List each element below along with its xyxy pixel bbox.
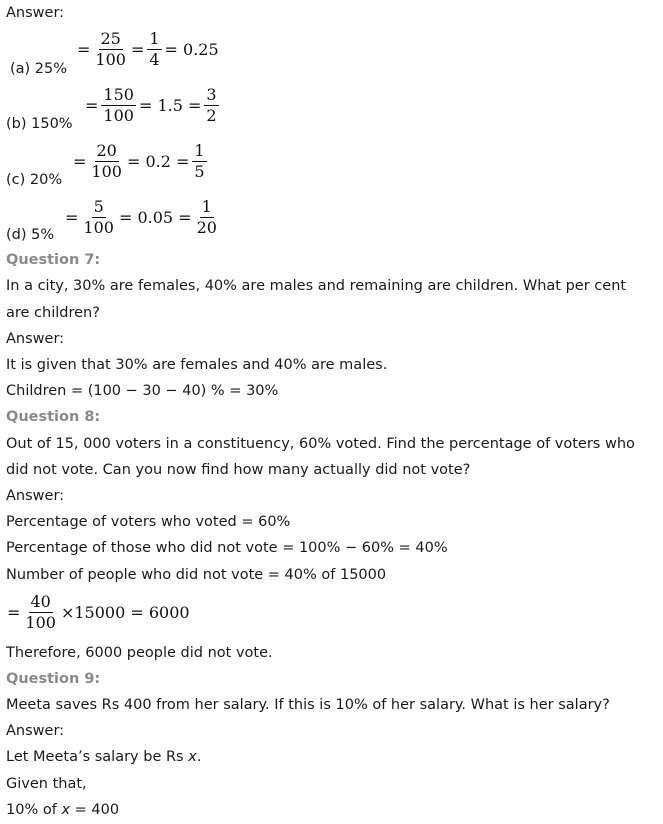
fraction xyxy=(192,142,206,181)
question-9-answer-line xyxy=(6,748,201,766)
denominator: 100 xyxy=(95,50,126,69)
question-7-text-cont: are children? xyxy=(6,305,100,321)
question-8-heading: Question 8: xyxy=(6,409,101,425)
question-8-answer-line: Percentage of those who did not vote = 100% − 60% = 40% xyxy=(6,540,448,556)
part-b-equation xyxy=(84,86,221,125)
part-a-equation xyxy=(76,30,220,69)
denominator: 5 xyxy=(194,162,205,181)
question-8-answer-label: Answer: xyxy=(6,488,65,504)
part-c-label: (c) 20% xyxy=(6,172,63,188)
part-c-equation xyxy=(72,142,209,181)
decimal-value: = 0.2 = xyxy=(126,152,190,171)
fraction xyxy=(204,86,218,125)
fraction xyxy=(81,198,116,237)
numerator: 20 xyxy=(96,141,117,160)
numerator: 3 xyxy=(206,85,217,104)
fraction xyxy=(93,30,128,69)
question-8-answer-line: Percentage of voters who voted = 60% xyxy=(6,514,291,530)
fraction xyxy=(101,86,136,125)
result: = 0.25 xyxy=(164,40,219,59)
denominator: 100 xyxy=(83,218,114,237)
part-b-label: (b) 150% xyxy=(6,116,73,132)
question-8-text: Out of 15, 000 voters in a constituency, 60% voted. Find the percentage of voters who xyxy=(6,436,635,452)
question-8-equation xyxy=(6,593,191,632)
fraction xyxy=(147,30,161,69)
equals-sign: = xyxy=(77,40,91,59)
question-8-conclusion: Therefore, 6000 people did not vote. xyxy=(6,645,273,661)
equals-sign: = xyxy=(7,603,21,622)
numerator: 1 xyxy=(149,29,160,48)
fraction xyxy=(195,198,219,237)
variable-x: x xyxy=(188,749,197,765)
decimal-value: = 1.5 = xyxy=(138,96,202,115)
numerator: 5 xyxy=(93,197,104,216)
numerator: 1 xyxy=(194,141,205,160)
question-7-text: In a city, 30% are females, 40% are males and remaining are children. What per cent xyxy=(6,278,627,294)
denominator: 2 xyxy=(206,106,217,125)
denominator: 100 xyxy=(25,613,56,632)
result: ×15000 = 6000 xyxy=(60,603,190,622)
part-d-label: (d) 5% xyxy=(6,227,55,243)
equals-sign: = xyxy=(65,208,79,227)
text: . xyxy=(196,749,202,765)
variable-x: x xyxy=(61,802,71,818)
equals-sign: = xyxy=(73,152,87,171)
question-9-text: Meeta saves Rs 400 from her salary. If this is 10% of her salary. What is her salary? xyxy=(6,697,610,713)
question-7-heading: Question 7: xyxy=(6,252,101,268)
numerator: 25 xyxy=(100,29,121,48)
denominator: 4 xyxy=(149,50,160,69)
numerator: 150 xyxy=(103,85,134,104)
text: Let Meeta’s salary be Rs xyxy=(6,749,189,765)
denominator: 100 xyxy=(103,106,134,125)
question-9-answer-label: Answer: xyxy=(6,723,65,739)
question-7-answer-label: Answer: xyxy=(6,331,65,347)
text: 10% of xyxy=(6,802,62,818)
question-7-answer-line: Children = (100 − 30 − 40) % = 30% xyxy=(6,383,279,399)
equals-sign: = xyxy=(85,96,99,115)
question-7-answer-line: It is given that 30% are females and 40% are males. xyxy=(6,357,388,373)
denominator: 20 xyxy=(196,218,217,237)
part-d-equation xyxy=(64,198,221,237)
numerator: 40 xyxy=(30,592,51,611)
decimal-value: = 0.05 = xyxy=(118,208,192,227)
fraction xyxy=(89,142,124,181)
question-8-answer-line: Number of people who did not vote = 40% of 15000 xyxy=(6,567,387,583)
question-9-heading: Question 9: xyxy=(6,671,101,687)
denominator: 100 xyxy=(91,162,122,181)
question-9-answer-line xyxy=(6,801,119,819)
numerator: 1 xyxy=(201,197,212,216)
fraction xyxy=(23,593,58,632)
text: = 400 xyxy=(70,802,120,818)
answer-label: Answer: xyxy=(6,5,65,21)
question-9-answer-line: Given that, xyxy=(6,776,87,792)
equals-sign: = xyxy=(130,40,145,59)
part-a-label: (a) 25% xyxy=(10,61,68,77)
question-8-text-cont: did not vote. Can you now find how many actually did not vote? xyxy=(6,462,471,478)
